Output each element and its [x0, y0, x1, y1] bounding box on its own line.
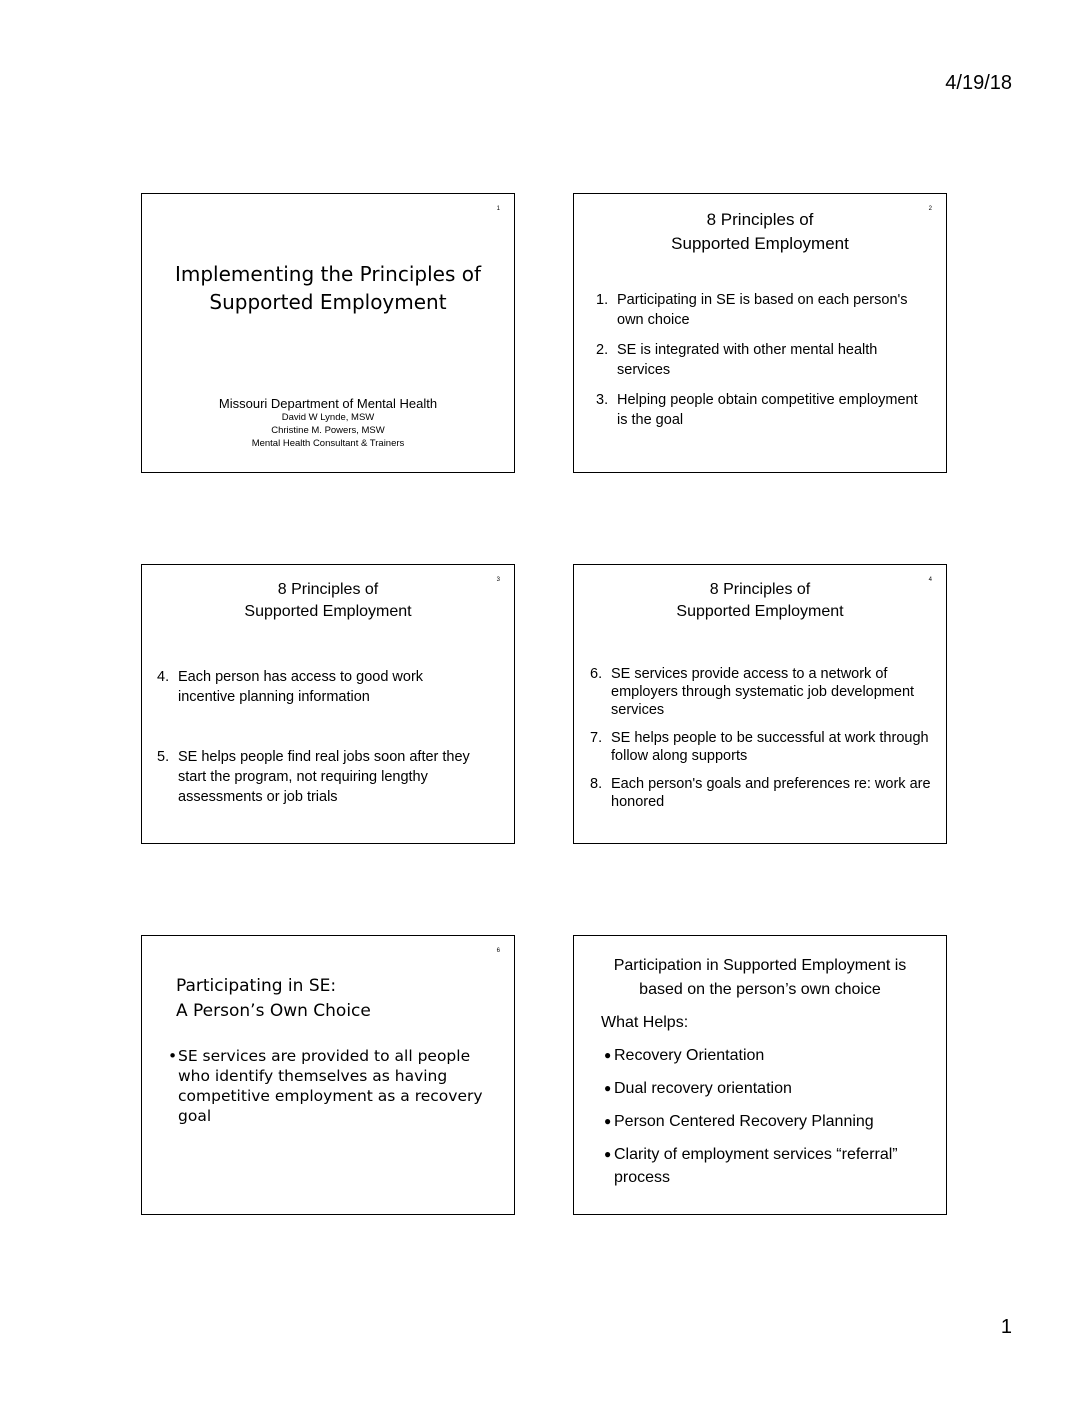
list-item: 4. Each person has access to good work incentive planning information: [157, 669, 424, 705]
slide-2: [573, 193, 947, 473]
presenter-credit: Christine M. Powers, MSW: [271, 425, 385, 436]
slide-number: 1: [496, 206, 500, 212]
slide-title: [176, 974, 371, 1024]
presenter-credit: Mental Health Consultant & Trainers: [251, 438, 405, 449]
slide-1: [141, 193, 515, 473]
slide-3: [141, 564, 515, 844]
list-item: ● Recovery Orientation: [604, 1044, 926, 1067]
slide-title-line-2: A Person’s Own Choice: [176, 1001, 371, 1021]
principles-list: [590, 665, 932, 811]
list-item: ● Person Centered Recovery Planning: [604, 1110, 926, 1133]
subheading: What Helps:: [601, 1014, 689, 1031]
slide-title: Participation in Supported Employment is based on the person’s own choice: [613, 957, 907, 998]
bullet-icon: ●: [604, 1048, 612, 1062]
slide-title-line-2: Supported Employment: [244, 603, 412, 620]
slide-title-line-2: Supported Employment: [676, 603, 844, 620]
slide-title-line-1: 8 Principles of: [706, 210, 814, 229]
bullet-list: [604, 1044, 926, 1199]
page-number: 1: [1000, 1316, 1012, 1338]
bullet-icon: ●: [604, 1147, 612, 1161]
slide-title-line-2: Supported Employment: [671, 234, 849, 253]
principles-list: [157, 667, 484, 807]
list-item: ● Dual recovery orientation: [604, 1077, 926, 1100]
slide-5: [141, 935, 515, 1215]
list-item: 2. SE is integrated with other mental health services: [596, 342, 878, 378]
presenter-credit: David W Lynde, MSW: [281, 412, 375, 423]
slide-title-line-1: Participating in SE:: [176, 976, 337, 996]
slide-title: Implementing the Principles of Supported Employment: [174, 262, 482, 314]
list-item: ● Clarity of employment services “referral” process: [604, 1143, 926, 1189]
slide-6: [573, 935, 947, 1215]
slide-4: [573, 564, 947, 844]
list-item: 7. SE helps people to be successful at work through follow along supports: [590, 730, 929, 764]
slide-number: 6: [496, 948, 500, 954]
principles-list: [596, 290, 922, 430]
bullet-item: • SE services are provided to all people who identify themselves as having competitive employment as a recovery goal: [168, 1047, 483, 1125]
list-item: 3. Helping people obtain competitive employment is the goal: [596, 392, 918, 428]
list-item: 5. SE helps people find real jobs soon after they start the program, not requiring lengthy assessments or job trials: [157, 749, 470, 805]
slide-title-line-1: 8 Principles of: [277, 581, 379, 598]
list-item: 6. SE services provide access to a network of employers through systematic job development services: [590, 666, 915, 718]
slide-number: 3: [496, 577, 500, 583]
organization-name: Missouri Department of Mental Health: [218, 396, 438, 411]
bullet-icon: •: [168, 1047, 178, 1065]
slide-title-line-1: 8 Principles of: [709, 581, 811, 598]
slide-number: 2: [928, 206, 932, 212]
bullet-icon: ●: [604, 1081, 612, 1095]
slide-number: 4: [928, 577, 932, 583]
page-date: 4/19/18: [945, 72, 1012, 94]
bullet-icon: ●: [604, 1114, 612, 1128]
list-item: 8. Each person's goals and preferences re: work are honored: [590, 776, 931, 810]
list-item: 1. Participating in SE is based on each person's own choice: [596, 292, 908, 328]
